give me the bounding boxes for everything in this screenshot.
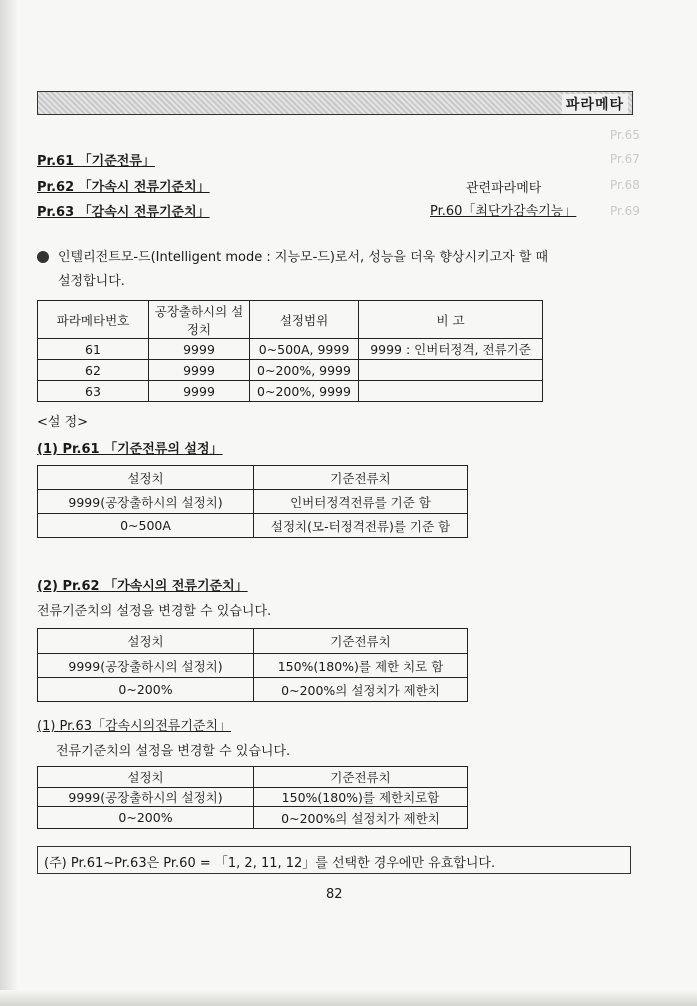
note-box xyxy=(37,846,631,874)
col-header: 공장출하시의 설정치 xyxy=(149,301,250,339)
table-cell: 9999 xyxy=(149,339,250,360)
sec1-table xyxy=(37,465,468,538)
table-cell: 0~200%의 설정치가 제한치 xyxy=(254,807,468,829)
related-param-item: Pr.60「최단가감속기능」 xyxy=(430,204,577,219)
note-text: (주) Pr.61~Pr.63은 Pr.60 = 「1, 2, 11, 12」를 선택한 경우에만 유효합니다. xyxy=(44,856,496,871)
param-title-63: Pr.63 「감속시 전류기준치」 xyxy=(37,205,210,220)
section-header-bar xyxy=(37,91,633,115)
table-cell: 9999 xyxy=(149,381,250,402)
table-cell: 63 xyxy=(38,381,149,402)
col-header: 설정치 xyxy=(38,629,254,654)
table-cell: 설정치(모-터정격전류)를 기준 함 xyxy=(254,514,468,538)
sec2-description: 전류기준치의 설정을 변경할 수 있습니다. xyxy=(37,604,272,619)
table-row xyxy=(38,654,468,678)
table-cell: 0~200%의 설정치가 제한치 xyxy=(254,678,468,702)
table-row xyxy=(38,807,468,829)
table-cell: 0~200% xyxy=(38,678,254,702)
table-cell: 0~200%, 9999 xyxy=(250,381,359,402)
table-cell: 150%(180%)를 제한치로함 xyxy=(254,788,468,807)
table-row xyxy=(38,678,468,702)
related-params-title: 관련파라메타 xyxy=(466,181,542,196)
table-cell: 인버터정격전류를 기준 함 xyxy=(254,490,468,514)
bleed-through-text: Pr.67 xyxy=(610,152,640,166)
parameter-table xyxy=(37,300,543,402)
table-row xyxy=(38,339,543,360)
bleed-through-text: Pr.65 xyxy=(610,128,640,142)
col-header: 기준전류치 xyxy=(254,466,468,490)
bleed-through-text: Pr.69 xyxy=(610,204,640,218)
param-title-61: Pr.61 「기준전류」 xyxy=(37,154,155,169)
col-header: 설정치 xyxy=(38,767,254,788)
table-cell: 61 xyxy=(38,339,149,360)
table-row xyxy=(38,381,543,402)
table-cell xyxy=(359,360,543,381)
table-cell: 0~500A xyxy=(38,514,254,538)
col-header: 파라메타번호 xyxy=(38,301,149,339)
col-header: 기준전류치 xyxy=(254,767,468,788)
sec1-title: (1) Pr.61 「기준전류의 설정」 xyxy=(37,442,223,457)
bullet-icon xyxy=(37,251,49,263)
sec3-table xyxy=(37,766,468,829)
table-row xyxy=(38,788,468,807)
sec2-table xyxy=(37,628,468,702)
col-header: 설정범위 xyxy=(250,301,359,339)
table-cell: 0~200% xyxy=(38,807,254,829)
table-cell: 62 xyxy=(38,360,149,381)
table-cell: 9999 : 인버터정격, 전류기준 xyxy=(359,339,543,360)
table-cell: 150%(180%)를 제한 치로 함 xyxy=(254,654,468,678)
table-cell: 9999(공장출하시의 설정치) xyxy=(38,490,254,514)
table-row xyxy=(38,360,543,381)
table-cell: 0~500A, 9999 xyxy=(250,339,359,360)
col-header: 기준전류치 xyxy=(254,629,468,654)
intro-text: 인텔리전트모-드(Intelligent mode : 지능모-드)로서, 성능을 더욱 향상시키고자 할 때 xyxy=(58,250,549,265)
table-cell: 0~200%, 9999 xyxy=(250,360,359,381)
bleed-through-text: Pr.68 xyxy=(610,178,640,192)
table-row xyxy=(38,490,468,514)
param-title-62: Pr.62 「가속시 전류기준치」 xyxy=(37,180,210,195)
intro-text-cont: 설정합니다. xyxy=(58,274,125,289)
table-cell: 9999 xyxy=(149,360,250,381)
sec3-title: (1) Pr.63「감속시의전류기준치」 xyxy=(37,719,232,734)
table-cell: 9999(공장출하시의 설정치) xyxy=(38,788,254,807)
scan-shadow-bottom xyxy=(0,990,697,1006)
page-number: 82 xyxy=(326,887,343,902)
table-cell xyxy=(359,381,543,402)
setting-heading: <설 정> xyxy=(37,415,89,430)
sec2-title: (2) Pr.62 「가속시의 전류기준치」 xyxy=(37,579,248,594)
scan-shadow-left xyxy=(0,0,18,1006)
table-row xyxy=(38,514,468,538)
section-header-title: 파라메타 xyxy=(562,94,628,114)
col-header: 설정치 xyxy=(38,466,254,490)
sec3-description: 전류기준치의 설정을 변경할 수 있습니다. xyxy=(56,744,291,759)
col-header: 비 고 xyxy=(359,301,543,339)
table-cell: 9999(공장출하시의 설정치) xyxy=(38,654,254,678)
